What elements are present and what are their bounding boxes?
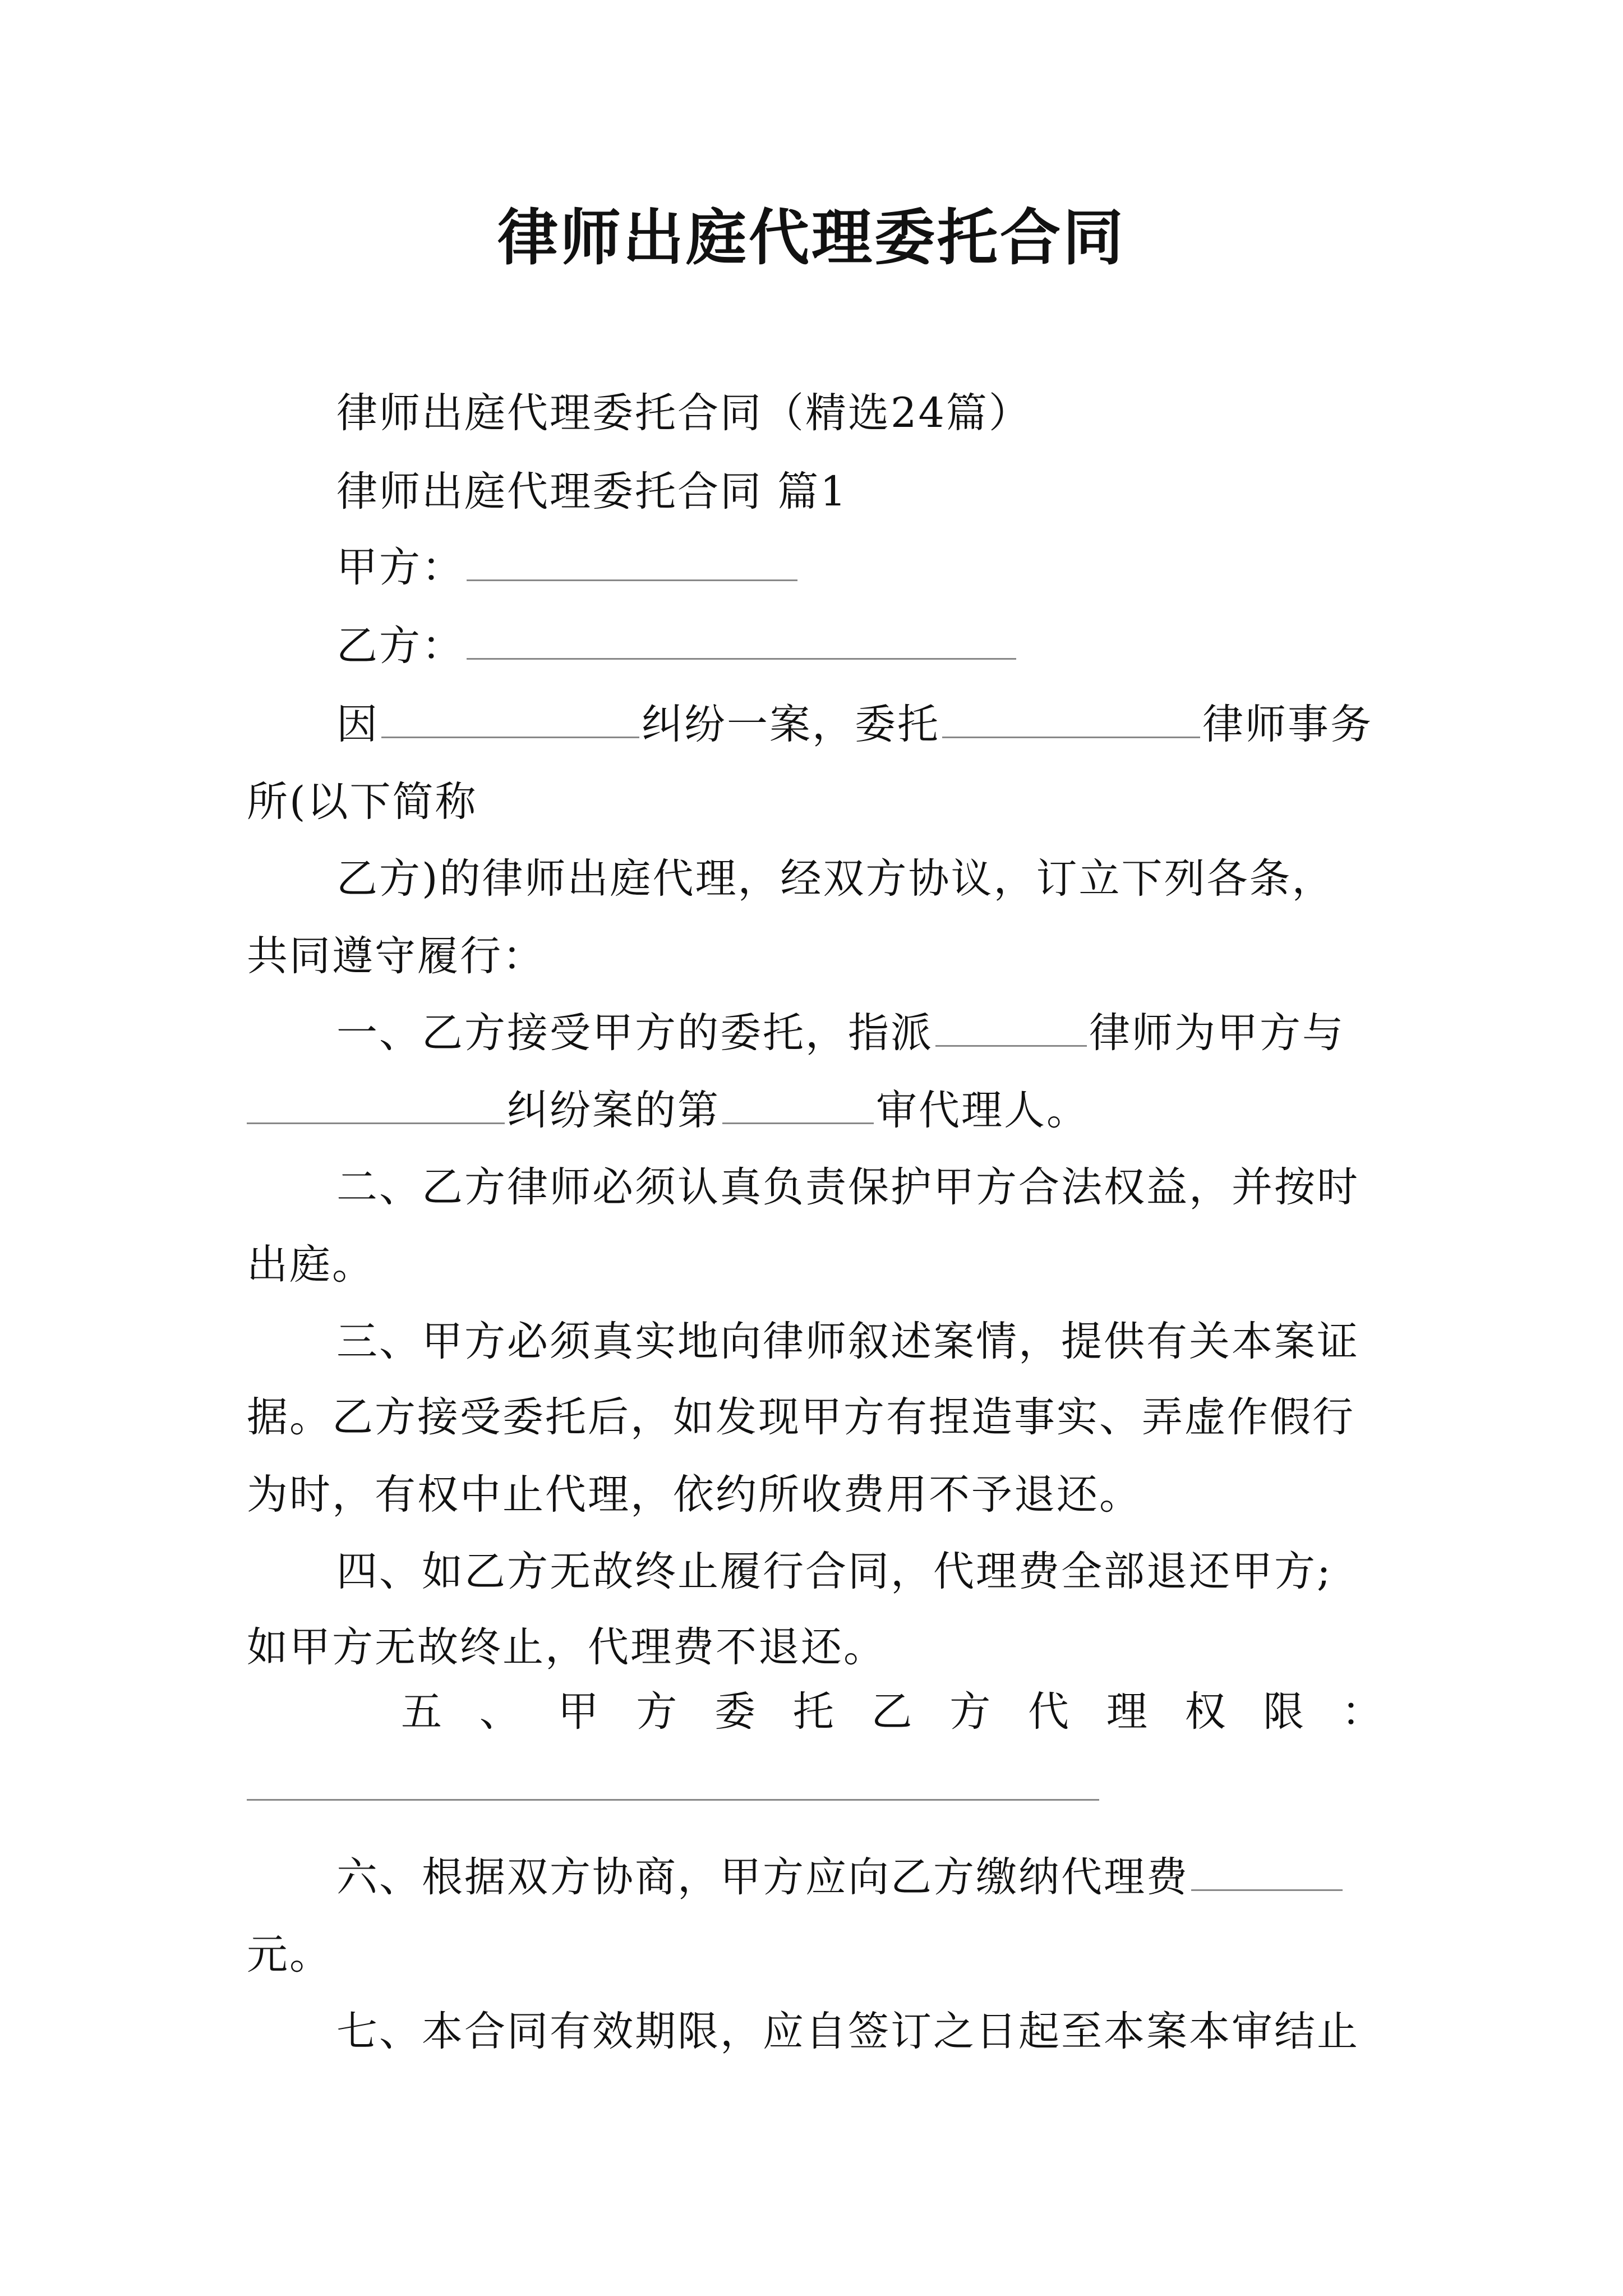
clause-5-char: 甲 [557,1688,599,1736]
clause-text: 一、乙方接受甲方的委托，指派 [336,1009,933,1057]
lawyer-name-blank [935,1013,1087,1047]
clause-5-char: 代 [1028,1688,1069,1736]
clause-1-line-1 [336,1009,1345,1057]
intro-line-2: 所(以下简称 [247,778,478,826]
clause-5-char: ： [1341,1688,1382,1736]
clause-6-line-1 [336,1853,1345,1901]
intro-text: 因 [336,701,379,748]
clause-5-char: 乙 [871,1688,912,1736]
clause-3-line-2: 据。乙方接受委托后，如发现甲方有捏造事实、弄虚作假行 [247,1393,1355,1441]
clause-text: 律师为甲方与 [1089,1009,1345,1057]
clause-5-line [401,1688,1382,1736]
clause-text: 六、根据双方协商，甲方应向乙方缴纳代理费 [336,1853,1189,1901]
party-a-line [336,544,800,591]
opponent-blank [247,1090,505,1124]
clause-4-line-2: 如甲方无故终止，代理费不退还。 [247,1623,886,1671]
clause-5-char: 限 [1263,1688,1304,1736]
party-b-blank [467,625,1016,660]
intro-line-1 [336,701,1373,748]
clause-3-line-3: 为时，有权中止代理，依约所收费用不予退还。 [247,1471,1142,1519]
intro-text: 纠纷一案，委托 [642,701,940,748]
instance-blank [722,1090,874,1124]
clause-text: 纠纷案的第 [507,1087,720,1134]
clause-2-line-2: 出庭。 [247,1241,375,1289]
clause-5-char: 方 [949,1688,991,1736]
clause-2-line-1: 二、乙方律师必须认真负责保护甲方合法权益，并按时 [336,1163,1359,1211]
section-heading: 律师出庭代理委托合同 篇1 [336,468,848,516]
dispute-blank [381,704,639,738]
document-title: 律师出庭代理委托合同 [497,203,1126,273]
clause-5-char: 理 [1106,1688,1147,1736]
document-subtitle: 律师出庭代理委托合同（精选24篇） [336,389,1031,437]
clause-6-line-2: 元。 [247,1931,332,1978]
law-firm-blank [942,704,1200,738]
clause-1-line-2 [247,1087,1089,1134]
clause-5-char: 方 [636,1688,677,1736]
clause-5-char: 委 [714,1688,755,1736]
fee-blank [1191,1857,1343,1891]
clause-5-char: 托 [792,1688,834,1736]
clause-text: 审代理人。 [876,1087,1089,1134]
clause-5-char: 权 [1184,1688,1226,1736]
clause-3-line-1: 三、甲方必须真实地向律师叙述案情，提供有关本案证 [336,1318,1359,1365]
clause-7-line-1: 七、本合同有效期限，应自签订之日起至本案本审结止 [336,2008,1359,2055]
party-a-blank [467,547,797,581]
intro-line-3: 乙方)的律师出庭代理，经双方协议，订立下列各条， [336,855,1335,903]
party-b-label: 乙方： [336,622,464,670]
intro-text: 律师事务 [1202,701,1373,748]
clause-5-char: 五 [401,1688,442,1736]
party-a-label: 甲方： [336,544,464,591]
intro-line-4: 共同遵守履行： [247,932,545,980]
clause-4-line-1: 四、如乙方无故终止履行合同，代理费全部退还甲方; [336,1548,1332,1595]
party-b-line [336,622,1018,670]
authority-blank [247,1799,1099,1801]
clause-5-char: 、 [479,1688,520,1736]
